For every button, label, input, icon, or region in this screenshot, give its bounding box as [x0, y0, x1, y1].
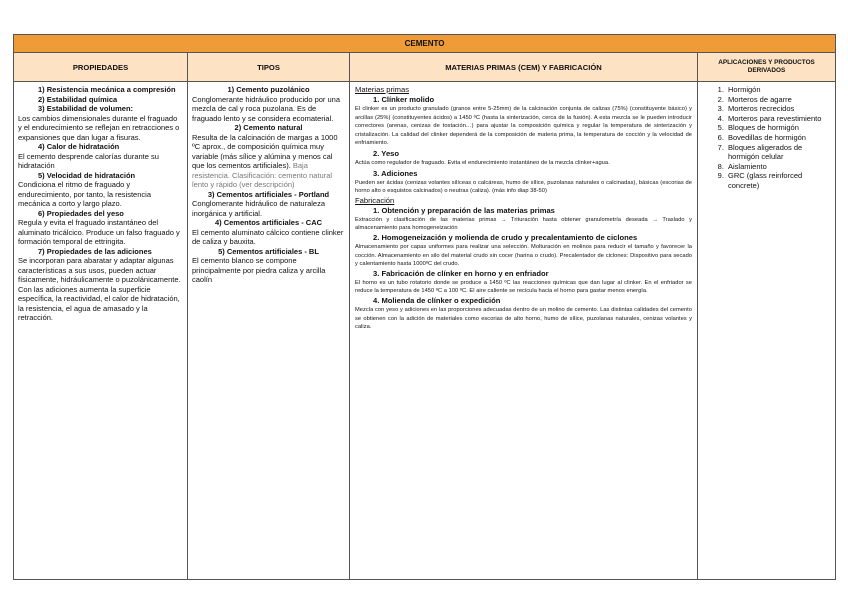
header-propiedades: PROPIEDADES: [14, 53, 188, 82]
aplicaciones-cell: [698, 82, 836, 580]
list-item: 9. GRC (glass reinforced concrete): [726, 171, 833, 190]
tipo-2-title: 2) Cemento natural: [234, 123, 303, 132]
tipo-1-text: Conglomerante hidráulico producido por una mezcla de cal y roca puzolana. Es de fraguado lento y se considera ecomaterial.: [192, 94, 341, 123]
tipo-3-text: Conglomerante hidráulico de naturaleza inorgánica y artificial.: [192, 199, 326, 218]
fabricacion-heading: Fabricación: [355, 195, 395, 205]
tipo-5-title: 5) Cementos artificiales - BL: [218, 246, 319, 256]
prop-5-title: 5) Velocidad de hidratación: [38, 170, 136, 180]
materia-3-title: 3. Adiciones: [373, 168, 418, 178]
cemento-table: [13, 34, 836, 580]
fab-4-text: Mezcla con yeso y adiciones en las proporciones adecuadas dentro de un molino de cemento. Las distintas calidades del cemento se obtienen con la adición de materiales como escorias de alto horno, humo de sílice, puzolanas naturales, cenizas volantes y caliza.: [355, 306, 692, 331]
fab-1-title: 1. Obtención y preparación de las materias primas: [373, 205, 555, 215]
fab-4-title: 4. Molienda de clínker o expedición: [373, 295, 501, 305]
tipo-4-text: El cemento aluminato cálcico contiene clinker de caliza y bauxita.: [192, 227, 344, 246]
fab-1-text: Extracción y clasificación de las materias primas → Trituración hasta obtener granulometría deseada → Traslado y almacenamiento para homogeneización: [355, 216, 692, 232]
list-item: 8. Aislamiento: [726, 162, 833, 172]
prop-2-title: 2) Estabilidad química: [38, 94, 118, 104]
header-aplicaciones: APLICACIONES Y PRODUCTOS DERIVADOS: [698, 53, 836, 82]
prop-7-text: Se incorporan para abaratar y adaptar algunas características a sus usos, pueden actuar físicamente, hidráulicamente o puzolánicamente. Con las adiciones aumenta la superficie específica, la reactividad, el calor de hidratación, la resistencia, el agua de amasado y la retracción.: [18, 256, 181, 322]
fab-3-title: 3. Fabricación de clínker en horno y en enfriador: [373, 268, 549, 278]
materia-1-text: El clinker es un producto granulado (granos entre 5-25mm) de la calcinación conjunta de calizas (75%) (constituyente básico) y arcillas (25%) (constituyentes ácidos) a 1450 ºC (hasta la sinterización, cerca de la fusión). A esta mezcla se le pueden introducir correctores (arenas, cenizas de tostación…) para ajustar la composición química y regular la temperatura de sinterización y cristalización. La calidad del clinker dependerá de la composición de materia prima, la temperatura de cocción y la velocidad de enfriamiento.: [355, 106, 692, 147]
fab-2-text: Almacenamiento por capas uniformes para realizar una selección. Molturación en molinos para reducir el tamaño y favorecer la cocción. Almacenamiento en silo del material crudo sin cocer (harina o crudo). Precalentador de ciclones: Dispositivo para secado y calentamiento hasta 1000ºC del crudo.: [355, 243, 692, 268]
list-item: 4. Morteros para revestimiento: [726, 114, 833, 124]
list-item: 7. Bloques aligerados de hormigón celular: [726, 143, 833, 162]
propiedades-cell: [14, 82, 188, 580]
list-item: 2. Morteros de agarre: [726, 95, 833, 105]
tipo-1-title: 1) Cemento puzolánico: [227, 85, 310, 94]
aplicaciones-list: [700, 85, 833, 191]
materia-1-title: 1. Clínker molido: [373, 95, 435, 104]
prop-3-title: 3) Estabilidad de volumen:: [38, 104, 134, 113]
prop-3-text: Los cambios dimensionales durante el fraguado y el endurecimiento se reflejan en retracciones o expansiones que dan lugar a fisuras.: [18, 113, 180, 142]
prop-6-text: Regula y evita el fraguado instantáneo del aluminato tricálcico. Produce un falso fraguado y formación temporal de ettringita.: [18, 218, 180, 246]
tipo-3-title: 3) Cementos artificiales - Portland: [207, 189, 330, 199]
prop-1-title: 1) Resistencia mecánica a compresión: [38, 85, 176, 94]
list-item: 1. Hormigón: [726, 85, 833, 95]
prop-6-title: 6) Propiedades del yeso: [38, 208, 124, 218]
prop-4-text: El cemento desprende calorías durante su hidratación: [18, 151, 159, 170]
tipo-4-title: 4) Cementos artificiales - CAC: [214, 218, 323, 227]
tipo-2-text-block: [192, 133, 345, 190]
materia-3-text: Pueden ser ácidas (cenizas volantes silíceas o calcáreas, humo de sílice, puzolanas naturales o calcinadas), básicas (escorias de horno alto o esquistos calcinados) o neutras (caliza). (más info diap 38-50): [355, 179, 692, 195]
list-item: 5. Bloques de hormigón: [726, 123, 833, 133]
materia-2-title: 2. Yeso: [373, 148, 400, 158]
tipos-cell: [188, 82, 350, 580]
header-materias: MATERIAS PRIMAS (CEM) Y FABRICACIÓN: [350, 53, 698, 82]
tipo-5-text: El cemento blanco se compone principalmente por piedra caliza y arcilla caolín: [192, 256, 326, 284]
list-item: 6. Bovedillas de hormigón: [726, 133, 833, 143]
prop-4-title: 4) Calor de hidratación: [38, 142, 120, 151]
prop-7-title: 7) Propiedades de las adiciones: [38, 246, 152, 256]
fab-2-title: 2. Homogeneización y molienda de crudo y precalentamiento de ciclones: [373, 232, 638, 242]
prop-5-text: Condiciona el ritmo de fraguado y endurecimiento, por tanto, la resistencia mecánica a corto y largo plazo.: [18, 180, 151, 208]
tipo-2-text: Resulta de la calcinación de margas a 1000 ºC aprox., de composición química muy variable (más sílice y alúmina y menos cal que los cementos artificiales).: [192, 132, 338, 170]
materia-2-text: Actúa como regulador de fraguado. Evita el endurecimiento instantáneo de la mezcla clinker+agua.: [355, 159, 610, 166]
materias-cell: [350, 82, 698, 580]
fab-3-text: El horno es un tubo rotatorio donde se produce a 1450 ºC las reacciones químicas que dan lugar al clinker. En el enfriador se reduce la temperatura de 1450 ºC a 100 ºC. El aire caliente se recicula hacia el horno para gastar menos energía.: [355, 279, 692, 295]
tipo-2-grey-text: Baja resistencia. Clasificación: cemento natural lento y rápido (ver descripción): [192, 161, 333, 189]
materias-primas-heading: Materias primas: [355, 85, 410, 94]
list-item: 3. Morteros recrecidos: [726, 104, 833, 114]
header-tipos: TIPOS: [188, 53, 350, 82]
table-title: CEMENTO: [14, 35, 836, 53]
